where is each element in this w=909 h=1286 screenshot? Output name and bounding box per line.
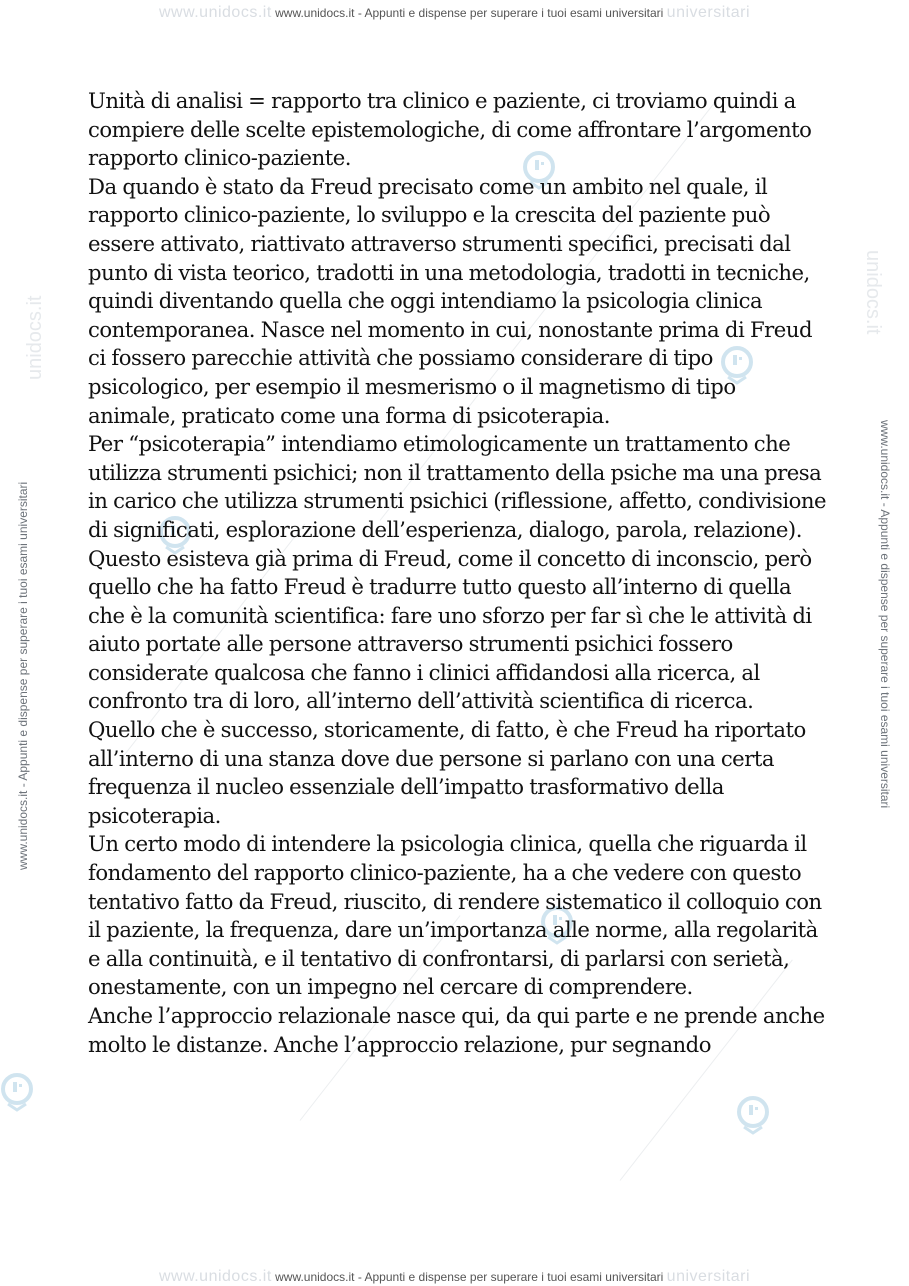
paragraph: Questo esisteva già prima di Freud, come il concetto di inconscio, però quello che ha fatto Freud è tradurre tutto questo all’interno di quella che è la comunità scientifica: fare uno sforzo per far sì che le attività di aiuto portate alle persone attraverso strumenti psichici fossero considerate qualcosa che fanno i clinici affidandosi alla ricerca, al confronto tra di loro, all’interno dell’attività scientifica di ricerca.: [88, 545, 812, 714]
header-watermark-text: www.unidocs.it - Appunti e dispense per superare i tuoi esami universitari: [275, 6, 664, 20]
paragraph: Un certo modo di intendere la psicologia clinica, quella che riguarda il fondamento del rapporto clinico-paziente, ha a che vedere con questo tentativo fatto da Freud, riuscito, di rendere sistematico il colloquio con il paziente, la frequenza, dare un’importanza alle norme, alla regolarità e alla continuità, e il tentativo di confrontarsi, di parlarsi con serietà, onestamente, con un impegno nel cercare di comprendere.: [88, 831, 822, 1000]
unidocs-logo-icon: [0, 1072, 34, 1112]
paragraph: Anche l’approccio relazionale nasce qui, da qui parte e ne prende anche molto le distanze. Anche l’approccio relazione, pur segnando: [88, 1003, 825, 1057]
paragraph: Per “psicoterapia” intendiamo etimologicamente un trattamento che utilizza strumenti psichici; non il trattamento della psiche ma una presa in carico che utilizza strumenti psichici (riflessione, affetto, condivisione di significati, esplorazione dell’esperienza, dialogo, parola, relazione).: [88, 431, 827, 542]
right-side-watermark: www.unidocs.it - Appunti e dispense per superare i tuoi esami universitari: [878, 420, 892, 809]
header-ghost-right: universitari: [666, 4, 751, 21]
right-side-ghost-watermark: unidocs.it: [862, 250, 884, 335]
paragraph: Da quando è stato da Freud precisato come un ambito nel quale, il rapporto clinico-paziente, lo sviluppo e la crescita del paziente può essere attivato, riattivato attraverso strumenti specifici, precisati dal punto di vista teorico, tradotti in una metodologia, tradotti in tecniche, quindi diventando quella che oggi intendiamo la psicologia clinica contemporanea. Nasce nel momento in cui, nonostante prima di Freud ci fossero parecchie attività che possiamo considerare di tipo psicologico, per esempio il mesmerismo o il magnetismo di tipo animale, praticato come una forma di psicoterapia.: [88, 173, 813, 428]
header-ghost-left: www.unidocs.it: [158, 4, 272, 21]
document-body: [88, 87, 828, 1059]
left-side-ghost-watermark: unidocs.it: [24, 295, 46, 380]
unidocs-logo-icon: [736, 1095, 770, 1135]
footer-watermark: [0, 1268, 909, 1286]
paragraph: Quello che è successo, storicamente, di fatto, è che Freud ha riportato all’interno di una stanza dove due persone si parlano con una certa frequenza il nucleo essenziale dell’impatto trasformativo della psicoterapia.: [88, 717, 806, 828]
footer-ghost-right: universitari: [666, 1268, 751, 1285]
paragraph: Unità di analisi = rapporto tra clinico e paziente, ci troviamo quindi a compiere delle scelte epistemologiche, di come affrontare l’argomento rapporto clinico-paziente.: [88, 88, 812, 171]
header-watermark: [0, 4, 909, 22]
footer-watermark-text: www.unidocs.it - Appunti e dispense per superare i tuoi esami universitari: [275, 1270, 664, 1284]
footer-ghost-left: www.unidocs.it: [158, 1268, 272, 1285]
left-side-watermark: www.unidocs.it - Appunti e dispense per superare i tuoi esami universitari: [16, 481, 30, 870]
